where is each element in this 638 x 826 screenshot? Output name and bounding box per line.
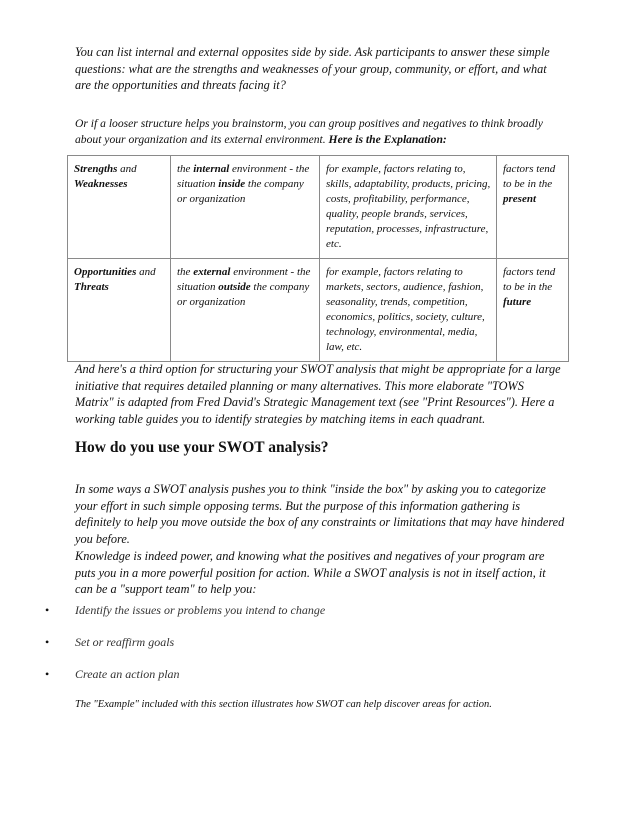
opportunities-label: Opportunities [74, 266, 137, 278]
list-item: Set or reaffirm goals [75, 635, 175, 649]
timeframe-cell [497, 156, 569, 259]
desc-text: environment - the situation [177, 163, 310, 190]
examples-cell: for example, factors relating to, skills, adaptability, products, pricing, costs, profitability, performance, quality, people brands, services, reputation, processes, infrastructure, etc. [320, 156, 497, 259]
swot-explanation-table [67, 155, 569, 362]
timeframe-text: factors tend to be in the [503, 266, 556, 293]
bullet-icon: • [45, 635, 50, 649]
timeframe-cell [497, 259, 569, 362]
inside-the-box-paragraph: In some ways a SWOT analysis pushes you to think "inside the box" by asking you to categorize your effort in such simple opposing terms. But the purpose of this information gathering is definitely to help you move outside the box of any constraints or limitations that may have hindered you before. [75, 482, 565, 546]
label-join: and [117, 163, 137, 175]
inside-keyword: inside [218, 178, 246, 190]
list-item: Create an action plan [75, 667, 180, 681]
knowledge-paragraph: Knowledge is indeed power, and knowing what the positives and negatives of your program are puts you in a more powerful position for action. While a SWOT analysis is not in itself action, it can be a "support team" to help you: [75, 549, 546, 597]
row-label-cell [68, 156, 171, 259]
example-note: The "Example" included with this section illustrates how SWOT can help discover areas for action. [75, 699, 492, 710]
desc-text: environment - the situation [177, 266, 311, 293]
weaknesses-label: Weaknesses [74, 178, 128, 190]
bullet-icon: • [45, 603, 50, 617]
external-keyword: external [193, 266, 231, 278]
timeframe-text: factors tend to be in the [503, 163, 556, 190]
list-item: Identify the issues or problems you intend to change [75, 603, 326, 617]
desc-text: the [177, 266, 194, 278]
looser-structure-text: Or if a looser structure helps you brainstorm, you can group positives and negatives to think broadly about your organization and its external environment. [75, 117, 543, 146]
looser-structure-paragraph [75, 116, 565, 148]
environment-cell [171, 156, 320, 259]
explanation-label: Here is the Explanation: [328, 133, 447, 146]
desc-text: the company or organization [177, 281, 310, 308]
row-label-cell [68, 259, 171, 362]
intro-paragraph: You can list internal and external opposites side by side. Ask participants to answer these simple questions: what are the strengths and weaknesses of your group, community, or effort, and what are the opportunities and threats facing it? [75, 45, 550, 93]
table-row [68, 156, 569, 259]
strengths-label: Strengths [74, 163, 118, 175]
section-heading: How do you use your SWOT analysis? [75, 439, 329, 456]
tows-paragraph: And here's a third option for structuring your SWOT analysis that might be appropriate for a large initiative that requires detailed planning or many alternatives. This more elaborate "TOWS Matrix" is adapted from Fred David's Strategic Management text (see "Print Resources"). Here a working table guides you to identify strategies by matching items in each quadrant. [75, 362, 561, 426]
examples-cell: for example, factors relating to markets, sectors, audience, fashion, seasonality, trends, competition, economics, politics, society, culture, technology, environmental, media, law, etc. [320, 259, 497, 362]
bullet-icon: • [45, 667, 50, 681]
present-keyword: present [503, 193, 536, 205]
internal-keyword: internal [193, 163, 230, 175]
desc-text: the company or organization [177, 178, 304, 205]
desc-text: the [177, 163, 194, 175]
table-row [68, 259, 569, 362]
environment-cell [171, 259, 320, 362]
threats-label: Threats [74, 281, 109, 293]
label-join: and [136, 266, 156, 278]
future-keyword: future [503, 296, 532, 308]
outside-keyword: outside [218, 281, 251, 293]
